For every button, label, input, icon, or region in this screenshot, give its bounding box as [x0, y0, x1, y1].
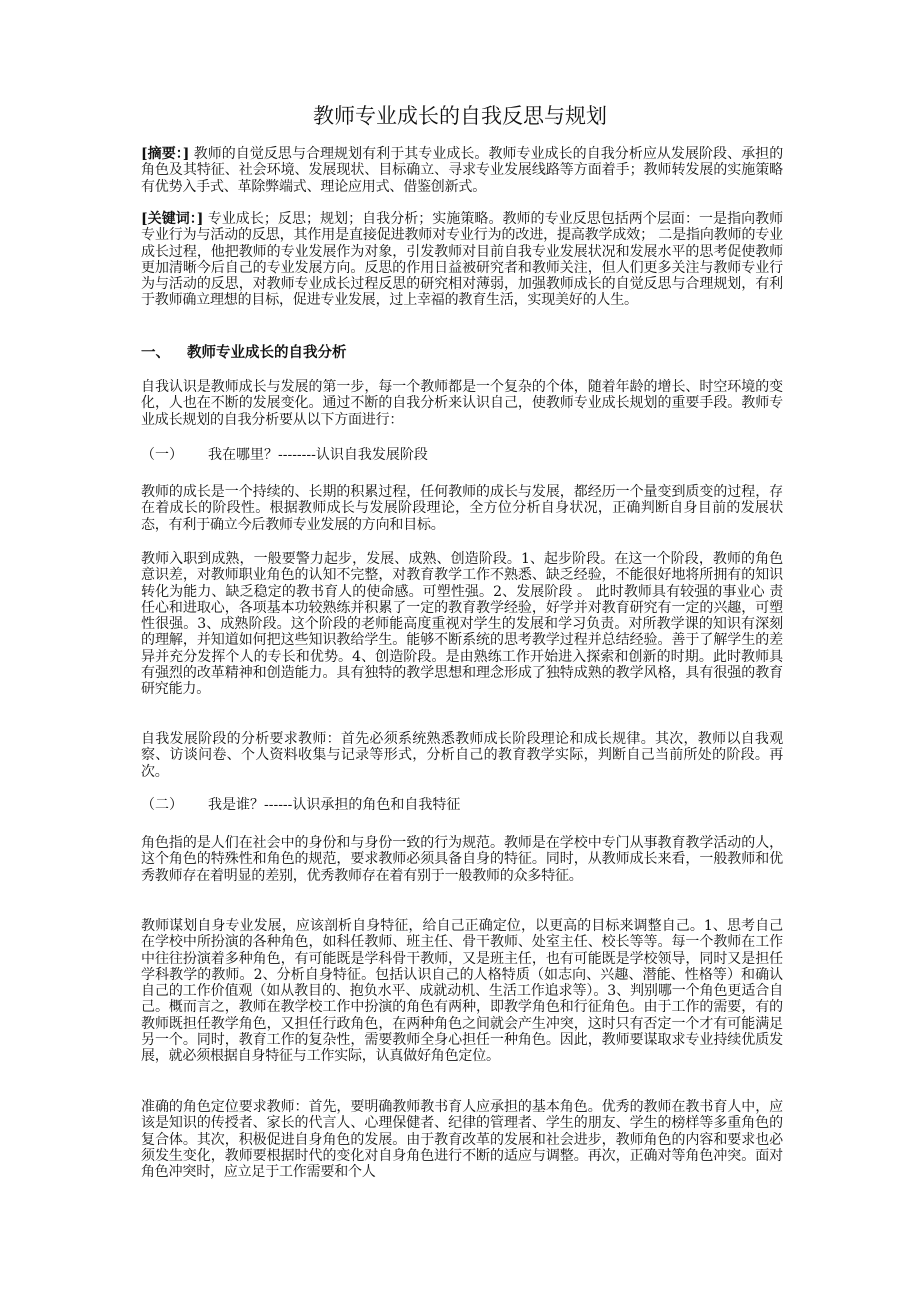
subsection-1-paragraph-1: 教师的成长是一个持续的、长期的积累过程，任何教师的成长与发展，都经历一个量变到质变的过程，存在着成长的阶段性。根据教师成长与发展阶段理论，全方位分析自身状况，正确判断自身目前的发展状态，有利于确立今后教师专业发展的方向和目标。 [141, 484, 783, 533]
keywords-text: 专业成长；反思；规划；自我分析；实施策略。教师的专业反思包括两个层面：一是指向教师专业行为与活动的反思，其作用是直接促进教师对专业行为的改进，提高教学成效； 二是指向教师的专业成长过程，他把教师的专业发展作为对象，引发教师对目前自我专业发展状况和发展水平的思考促使教师更加清晰今后自己的专业发展方向。反思的作用日益被研究者和教师关注，但人们更多关注与教师专业行为与活动的反思，对教师专业成长过程反思的研究相对薄弱，加强教师成长的自觉反思与合理规划，有利于教师确立理想的目标，促进专业发展，过上幸福的教育生活，实现美好的人生。 [141, 211, 783, 309]
subsection-2-paragraph-2: 教师谋划自身专业发展，应该剖析自身特征，给自己正确定位，以更高的目标来调整自己。1、思考自己在学校中所扮演的各种角色，如科任教师、班主任、骨干教师、处室主任、校长等等。每一个教师在工作中往往扮演着多种角色，有可能既是学科骨干教师，又是班主任，也有可能既是学校领导，同时又是担任学科教学的教师。2、分析自身特征。包括认识自己的人格特质（如志向、兴趣、潜能、性格等）和确认自己的工作价值观（如从教目的、抱负水平、成就动机、生活工作追求等）。3、判别哪一个角色更适合自己。概而言之，教师在教学校工作中扮演的角色有两种，即教学角色和行征角色。由于工作的需要，有的教师既担任教学角色，又担任行政角色，在两种角色之间就会产生冲突，这时只有否定一个才有可能满足另一个。同时，教育工作的复杂性，需要教师全身心担任一种角色。因此，教师要谋取求专业持续优质发展，就必须根据自身特征与工作实际，认真做好角色定位。 [141, 918, 783, 1065]
abstract-label: [摘要：] [141, 146, 190, 162]
section-1-number: 一、 [141, 344, 170, 361]
subsection-2-title: 我是谁？------认识承担的角色和自我特征 [208, 797, 461, 813]
subsection-2-paragraph-3: 准确的角色定位要求教师：首先，要明确教师教书育人应承担的基本角色。优秀的教师在教书育人中，应该是知识的传授者、家长的代言人、心理保健者、纪律的管理者、学生的朋友、学生的榜样等多重角色的复合体。其次，积极促进自身角色的发展。由于教育改革的发展和社会进步，教师角色的内容和要求也必须发生变化，教师要根据时代的变化对自身角色进行不断的适应与调整。再次，正确对等角色冲突。面对角色冲突时，应立足于工作需要和个人 [141, 1099, 783, 1181]
subsection-1-heading [141, 446, 783, 464]
subsection-2-number: （二） [141, 797, 183, 813]
section-1-heading [141, 344, 783, 362]
keywords-label: [关键词：] [141, 211, 204, 227]
subsection-1-paragraph-3: 自我发展阶段的分析要求教师：首先必须系统熟悉教师成长阶段理论和成长规律。其次，教师以自我观察、访谈问卷、个人资料收集与记录等形式，分析自己的教育教学实际，判断自己当前所处的阶段。再次。 [141, 731, 783, 780]
keywords-paragraph [141, 211, 783, 309]
abstract-paragraph [141, 146, 783, 195]
subsection-2-heading [141, 796, 783, 814]
subsection-1-paragraph-2: 教师入职到成熟，一般要警力起步，发展、成熟、创造阶段。1、起步阶段。在这一个阶段，教师的角色意识差，对教师职业角色的认知不完整，对教育教学工作不熟悉、缺乏经验，不能很好地将所拥有的知识转化为能力、缺乏稳定的教书育人的使命感。可塑性强。2、发展阶段 。 此时教师具有较强的事业心 责任心和进取心，各项基本功较熟练并积累了一定的教育教学经验，好学并对教育研究有一定的兴趣，可塑性很强。3、成熟阶段。这个阶段的老师能高度重视对学生的发展和学习负责。对所教学课的知识有深刻的理解，并知道如何把这些知识教给学生。能够不断系统的思考教学过程并总结经验。善于了解学生的差异并充分发挥个人的专长和优势。4、创造阶段。是由熟练工作开始进入探索和创新的时期。此时教师具有强烈的改革精神和创造能力。具有独特的教学思想和理念形成了独特成熟的教学风格，具有很强的教育研究能力。 [141, 551, 783, 698]
section-1-intro: 自我认识是教师成长与发展的第一步，每一个教师都是一个复杂的个体，随着年龄的增长、时空环境的变化，人也在不断的发展变化。通过不断的自我分析来认识自己，使教师专业成长规划的重要手段。教师专业成长规划的自我分析要从以下方面进行： [141, 379, 783, 428]
section-1-title: 教师专业成长的自我分析 [187, 344, 347, 361]
subsection-1-number: （一） [141, 447, 183, 463]
document-title: 教师专业成长的自我反思与规划 [313, 104, 607, 128]
abstract-text: 教师的自觉反思与合理规划有利于其专业成长。教师专业成长的自我分析应从发展阶段、承担的角色及其特征、社会环境、发展现状、目标确立、寻求专业发展线路等方面着手；教师转发展的实施策略有优势入手式、革除弊端式、理论应用式、借鉴创新式。 [141, 146, 783, 195]
subsection-1-title: 我在哪里？--------认识自我发展阶段 [208, 447, 428, 463]
subsection-2-paragraph-1: 角色指的是人们在社会中的身份和与身份一致的行为规范。教师是在学校中专门从事教育教学活动的人，这个角色的特殊性和角色的规范，要求教师必须具备自身的特征。同时，从教师成长来看，一般教师和优秀教师存在着明显的差别，优秀教师存在着有别于一般教师的众多特征。 [141, 835, 783, 884]
